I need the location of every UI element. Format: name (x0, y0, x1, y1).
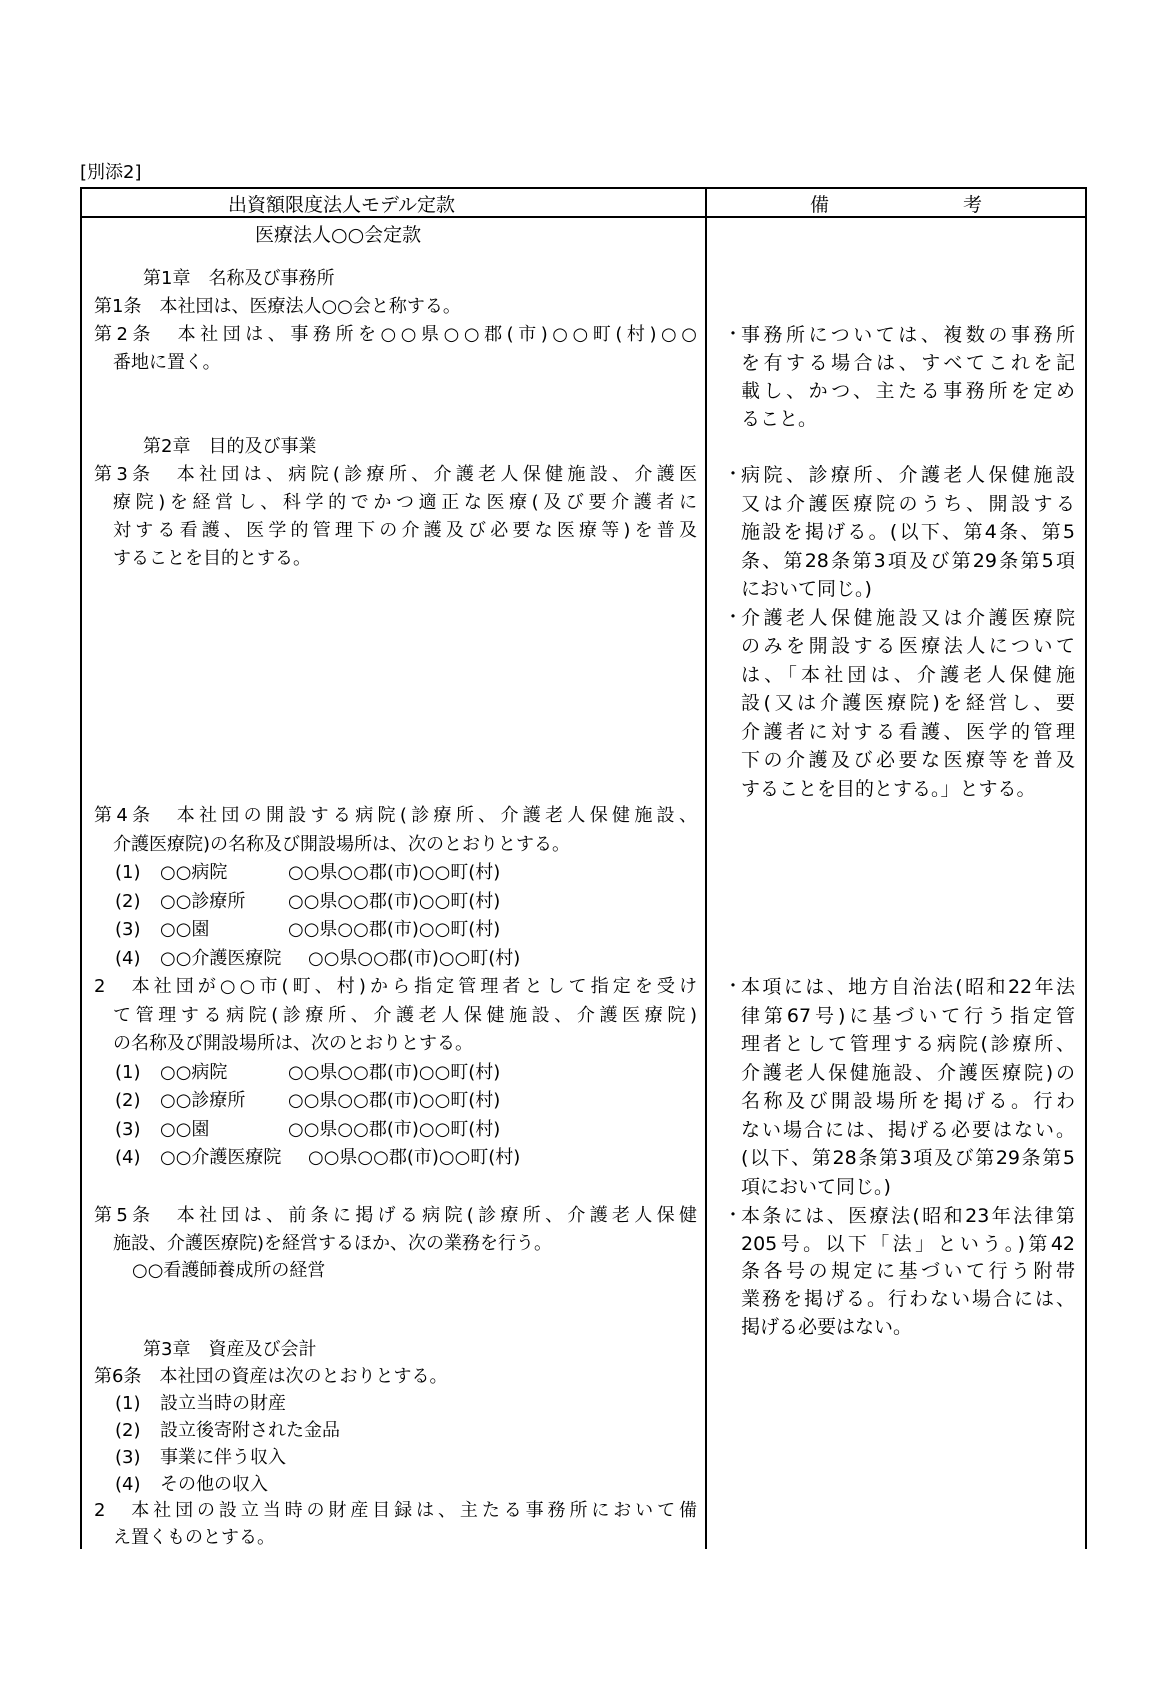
remark-line: 掲げる必要はない。 (741, 1315, 913, 1338)
list-name: ○○診療所 (160, 1090, 246, 1111)
list-number: (2) (115, 1419, 141, 1441)
remark-line: 施設を掲げる。(以下、第4条、第5 (741, 521, 1075, 543)
list-number: (4) (115, 1473, 141, 1495)
remark-line: を有する場合は、すべてこれを記 (741, 352, 1075, 374)
bullet-icon: ・ (724, 606, 742, 628)
list-number: (2) (115, 890, 141, 912)
chapter-heading: 第3章 資産及び会計 (143, 1339, 317, 1360)
list-address: ○○県○○郡(市)○○町(村) (288, 890, 501, 912)
article-line: 第3条 本社団は、病院(診療所、介護老人保健施設、介護医 (94, 464, 697, 485)
remark-line: (以下、第28条第3項及び第29条第5 (741, 1147, 1075, 1169)
list-name: 設立後寄附された金品 (160, 1419, 340, 1441)
list-number: (3) (115, 919, 141, 940)
remark-line: 事務所については、複数の事務所 (741, 324, 1075, 346)
list-address: ○○県○○郡(市)○○町(村) (288, 1118, 501, 1140)
article-line: 2 本社団の設立当時の財産目録は、主たる事務所において備 (94, 1500, 697, 1522)
table-right-border (1085, 187, 1087, 1549)
bullet-icon: ・ (724, 464, 742, 485)
list-item (115, 1473, 675, 1497)
list-name: その他の収入 (160, 1473, 268, 1495)
remark-line: ない場合には、掲げる必要はない。 (741, 1118, 1075, 1141)
list-address: ○○県○○郡(市)○○町(村) (288, 919, 501, 940)
article-continuation-line: の名称及び開設場所は、次のとおりとする。 (113, 1033, 473, 1054)
list-item (115, 1118, 675, 1142)
remark-line: は、「本社団は、介護老人保健施 (741, 663, 1075, 686)
article-continuation-line: することを目的とする。 (113, 548, 311, 569)
articles-title: 医療法人○○会定款 (255, 224, 422, 246)
list-number: (3) (115, 1118, 141, 1140)
list-item (115, 1146, 675, 1170)
article-continuation-line: 番地に置く。 (113, 352, 221, 373)
table-top-border (80, 187, 1087, 189)
remark-line: 条各号の規定に基づいて行う附帯 (741, 1260, 1075, 1283)
list-item (115, 1392, 675, 1416)
remark-line: において同じ。) (741, 578, 872, 600)
list-address: ○○県○○郡(市)○○町(村) (288, 1061, 501, 1083)
list-name: ○○園 (160, 919, 210, 940)
list-name: ○○病院 (160, 1061, 228, 1083)
article-line: 第1条 本社団は、医療法人○○会と称する。 (94, 296, 461, 317)
article-continuation-line: ○○看護師養成所の経営 (132, 1260, 326, 1281)
remark-line: 載し、かつ、主たる事務所を定め (741, 380, 1075, 402)
list-number: (4) (115, 1147, 141, 1168)
list-item (115, 1061, 675, 1085)
remark-line: 設(又は介護医療院)を経営し、要 (741, 692, 1075, 714)
chapter-heading: 第2章 目的及び事業 (143, 436, 317, 457)
article-line: 第4条 本社団の開設する病院(診療所、介護老人保健施設、 (94, 805, 697, 826)
list-number: (1) (115, 1061, 141, 1083)
list-name: ○○介護医療院 (160, 1147, 282, 1168)
article-continuation-line: 対する看護、医学的管理下の介護及び必要な医療等)を普及 (113, 520, 697, 541)
remark-line: 本条には、医療法(昭和23年法律第 (741, 1205, 1075, 1227)
list-item (115, 1419, 675, 1443)
list-item (115, 861, 675, 885)
chapter-heading: 第1章 名称及び事務所 (143, 268, 335, 289)
remark-line: 病院、診療所、介護老人保健施設 (741, 464, 1075, 486)
remark-line: 205号。以下「法」という。)第42 (741, 1232, 1075, 1255)
remark-line: 下の介護及び必要な医療等を普及 (741, 749, 1075, 771)
remark-line: 介護者に対する看護、医学的管理 (741, 720, 1075, 743)
header-remarks-1: 備 (810, 194, 830, 216)
list-name: ○○病院 (160, 862, 228, 883)
remark-line: 本項には、地方自治法(昭和22年法 (741, 976, 1075, 998)
remark-line: ること。 (741, 408, 818, 430)
remark-line: 介護老人保健施設、介護医療院)の (741, 1061, 1075, 1084)
remark-line: 律第67号)に基づいて行う指定管 (741, 1004, 1075, 1027)
list-item (115, 1089, 675, 1113)
bullet-icon: ・ (724, 1205, 742, 1226)
list-address: ○○県○○郡(市)○○町(村) (308, 947, 521, 969)
remark-line: 介護老人保健施設又は介護医療院 (741, 606, 1075, 629)
list-item (115, 947, 675, 971)
remark-line: することを目的とする。」とする。 (741, 777, 1036, 800)
list-number: (1) (115, 1392, 141, 1414)
remark-line: のみを開設する医療法人について (741, 635, 1075, 657)
article-line: 第6条 本社団の資産は次のとおりとする。 (94, 1365, 448, 1387)
list-name: ○○園 (160, 1118, 210, 1140)
list-number: (2) (115, 1090, 141, 1111)
list-name: ○○介護医療院 (160, 947, 282, 969)
list-item (115, 890, 675, 914)
bullet-icon: ・ (724, 324, 742, 345)
column-divider (705, 187, 707, 1549)
list-item (115, 1446, 675, 1470)
remark-line: 業務を掲げる。行わない場合には、 (741, 1288, 1075, 1311)
list-address: ○○県○○郡(市)○○町(村) (308, 1147, 521, 1168)
list-name: 設立当時の財産 (160, 1392, 286, 1414)
table-left-border (80, 187, 82, 1549)
remark-line: 理者として管理する病院(診療所、 (741, 1033, 1075, 1055)
article-continuation-line: 施設、介護医療院)を経営するほか、次の業務を行う。 (113, 1232, 553, 1254)
list-item (115, 918, 675, 942)
list-name: 事業に伴う収入 (160, 1446, 286, 1468)
article-line: 第2条 本社団は、事務所を○○県○○郡(市)○○町(村)○○ (94, 324, 697, 345)
article-line: 2 本社団が○○市(町、村)から指定管理者として指定を受け (94, 976, 697, 997)
list-number: (1) (115, 862, 141, 883)
article-line: 第5条 本社団は、前条に掲げる病院(診療所、介護老人保健 (94, 1205, 697, 1226)
remark-line: 項において同じ。) (741, 1175, 891, 1198)
attachment-label: [別添2] (80, 162, 142, 183)
list-number: (3) (115, 1446, 141, 1468)
remark-line: 又は介護医療院のうち、開設する (741, 492, 1075, 515)
article-continuation-line: え置くものとする。 (113, 1527, 275, 1549)
list-address: ○○県○○郡(市)○○町(村) (288, 862, 501, 883)
remark-line: 名称及び開設場所を掲げる。行わ (741, 1090, 1075, 1112)
remark-line: 条、第28条第3項及び第29条第5項 (741, 549, 1075, 572)
article-continuation-line: て管理する病院(診療所、介護老人保健施設、介護医療院) (113, 1004, 697, 1026)
header-model-articles: 出資額限度法人モデル定款 (228, 194, 456, 216)
bullet-icon: ・ (724, 976, 742, 997)
article-continuation-line: 介護医療院)の名称及び開設場所は、次のとおりとする。 (113, 833, 571, 855)
list-number: (4) (115, 947, 141, 969)
list-name: ○○診療所 (160, 890, 246, 912)
header-remarks-2: 考 (963, 194, 983, 216)
article-continuation-line: 療院)を経営し、科学的でかつ適正な医療(及び要介護者に (113, 492, 697, 513)
list-address: ○○県○○郡(市)○○町(村) (288, 1090, 501, 1111)
